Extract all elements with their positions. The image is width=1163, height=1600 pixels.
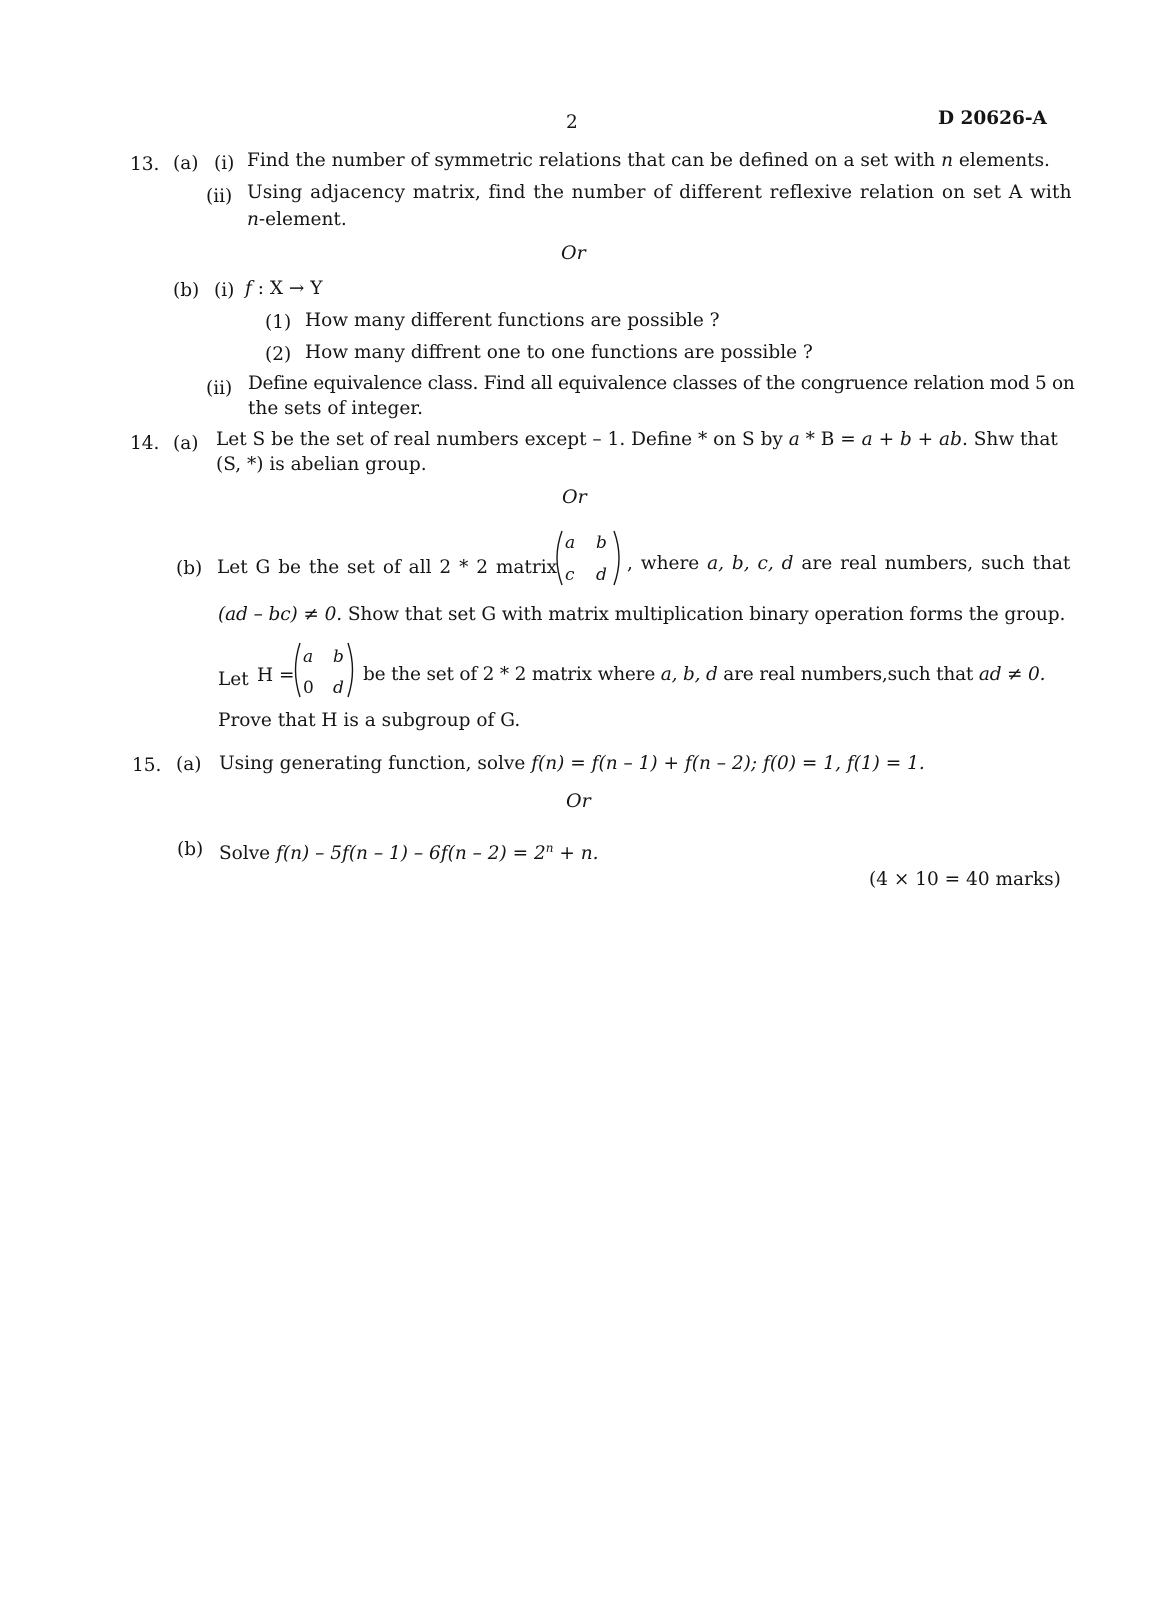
q14-b-line4: Prove that H is a subgroup of G.: [218, 710, 521, 731]
matrix-g: [550, 529, 626, 587]
q14-b-line1-pre: Let G be the set of all 2 * 2 matrix: [217, 557, 558, 578]
q14-b-line1-post: [627, 552, 1070, 576]
matrix-h-cell-a: a: [303, 647, 314, 667]
matrix-g-cell-b: b: [596, 533, 607, 553]
q15-b-text: [219, 836, 599, 866]
q13-b-ii-line2: the sets of integer.: [248, 398, 423, 419]
math-expr: f(n) = f(n – 1) + f(n – 2); f(0) = 1, f(1) = 1.: [531, 753, 925, 774]
q13-number: 13.: [130, 154, 160, 175]
q14-b-h-label: H =: [257, 665, 295, 686]
matrix-h-cell-d: d: [333, 678, 344, 698]
total-marks: (4 × 10 = 40 marks): [869, 869, 1061, 890]
q14-b-line2: [218, 603, 1065, 627]
q14-number: 14.: [130, 433, 160, 454]
math-expr: + n.: [553, 843, 599, 865]
q13-a-ii-line2: [247, 208, 347, 232]
text: Let S be the set of real numbers except – 1. Define * on S by: [216, 429, 789, 450]
q14-a-line2: (S, *) is abelian group.: [216, 454, 427, 475]
matrix-h-cell-0: 0: [303, 678, 314, 698]
text: Show that set G with matrix multiplication binary operation forms the group.: [342, 604, 1066, 625]
text: . Shw that: [961, 429, 1058, 450]
math-expr: (ad – bc) ≠ 0.: [218, 604, 343, 625]
text: Solve: [219, 843, 277, 865]
math-vars: a, b, c, d: [707, 553, 794, 574]
q13-b-i-label: (i): [214, 280, 235, 301]
math-expr: ad ≠ 0.: [978, 664, 1046, 685]
matrix-g-brackets: [550, 529, 626, 587]
q15-a-label: (a): [176, 754, 202, 775]
math-expr: f(n) – 5f(n – 1) – 6f(n – 2) = 2: [276, 843, 546, 865]
q13-a-ii-line1: Using adjacency matrix, find the number of different reflexive relation on set A with: [247, 182, 1072, 203]
text: are real numbers,such that: [717, 664, 979, 685]
q14-b-let: Let: [218, 669, 249, 690]
matrix-g-cell-d: d: [596, 565, 607, 585]
q13-a-i-label: (i): [214, 153, 235, 174]
text: , where: [627, 553, 708, 574]
q13-a-i-text: [247, 149, 1050, 173]
q13-b-ii-line1: Define equivalence class. Find all equivalence classes of the congruence relation mod 5 on: [248, 373, 1075, 394]
q15-number: 15.: [132, 755, 162, 776]
paper-code: D 20626-A: [938, 108, 1047, 129]
text: : X → Y: [251, 278, 323, 299]
math-var: f: [245, 278, 252, 299]
q13-b-i-1-text: How many different functions are possible ?: [305, 310, 720, 331]
math-var: n: [247, 209, 259, 230]
math-expr: a + b + ab: [861, 429, 962, 450]
matrix-g-cell-a: a: [565, 533, 576, 553]
matrix-h: [290, 641, 360, 699]
q15-a-text: [219, 752, 925, 776]
q13-b-i-func: [245, 277, 323, 301]
q13-b-i-2-label: (2): [265, 344, 292, 365]
math-vars: a, b, d: [660, 664, 718, 685]
math-superscript: n: [545, 841, 554, 855]
q15-b-label: (b): [177, 839, 204, 860]
q13-b-ii-label: (ii): [206, 378, 233, 399]
text: Using generating function, solve: [219, 753, 532, 774]
q14-or: Or: [562, 486, 587, 508]
q14-a-line1: [216, 428, 1058, 452]
q14-b-line3: [363, 663, 1045, 687]
matrix-h-brackets: [290, 641, 360, 699]
matrix-g-cell-c: c: [565, 565, 575, 585]
q13-or: Or: [561, 242, 586, 264]
text: are real numbers, such that: [793, 553, 1071, 574]
q15-or: Or: [566, 790, 591, 812]
q13-a-label: (a): [173, 153, 199, 174]
math-var: n: [941, 150, 954, 171]
text: be the set of 2 * 2 matrix where: [363, 664, 661, 685]
text: elements.: [953, 150, 1050, 171]
text: Find the number of symmetric relations that can be defined on a set with: [247, 150, 942, 171]
q14-a-label: (a): [173, 433, 199, 454]
q14-b-label: (b): [176, 558, 203, 579]
math-var: a: [788, 429, 800, 450]
text: -element.: [258, 209, 347, 230]
q13-b-i-2-text: How many diffrent one to one functions are possible ?: [305, 342, 813, 363]
matrix-h-cell-b: b: [333, 647, 344, 667]
q13-a-ii-label: (ii): [206, 186, 233, 207]
page-number: 2: [566, 112, 578, 133]
q13-b-i-1-label: (1): [265, 312, 292, 333]
q13-b-label: (b): [173, 280, 200, 301]
text: * B =: [799, 429, 862, 450]
